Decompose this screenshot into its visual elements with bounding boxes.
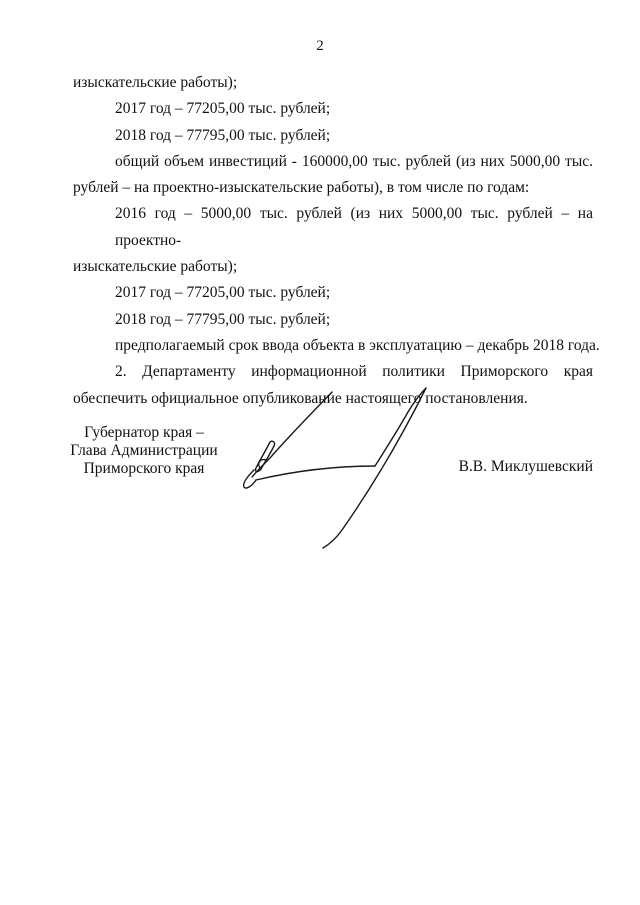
- body-line: изыскательские работы);: [73, 74, 238, 91]
- body-line: общий объем инвестиций - 160000,00 тыс. рублей (из них 5000,00 тыс.: [115, 152, 593, 170]
- body-line: 2017 год – 77205,00 тыс. рублей;: [115, 284, 331, 302]
- body-line: 2018 год – 77795,00 тыс. рублей;: [115, 126, 331, 144]
- body-line: 2018 год – 77795,00 тыс. рублей;: [115, 310, 331, 328]
- body-line: предполагаемый срок ввода объекта в эксплуатацию – декабрь 2018 года.: [115, 336, 600, 354]
- handwritten-signature: [230, 380, 460, 555]
- body-line: 2017 год – 77205,00 тыс. рублей;: [115, 100, 331, 118]
- item-word: информационной: [251, 363, 367, 381]
- signatory-title: [64, 424, 224, 478]
- body-line: изыскательские работы);: [73, 258, 238, 276]
- signatory-title-line: Глава Администрации: [70, 442, 218, 459]
- body-line: 2016 год – 5000,00 тыс. рублей (из них 5000,00 тыс. рублей – на проектно-: [115, 205, 593, 249]
- item-word: политики: [382, 363, 445, 381]
- page-number: 2: [316, 38, 324, 54]
- item-word: Приморского: [460, 363, 549, 381]
- body-line: обеспечить официальное опубликование настоящего постановления.: [73, 389, 528, 407]
- item-word: края: [563, 363, 593, 381]
- item-word: Департаменту: [142, 363, 236, 381]
- signatory-title-line: Приморского края: [83, 460, 205, 477]
- signatory-title-line: Губернатор края –: [84, 424, 204, 441]
- body-line: рублей – на проектно-изыскательские работы), в том числе по годам:: [73, 179, 530, 197]
- item-number: 2.: [115, 363, 127, 381]
- signatory-name: В.В. Миклушевский: [458, 458, 593, 475]
- document-body: [73, 70, 600, 412]
